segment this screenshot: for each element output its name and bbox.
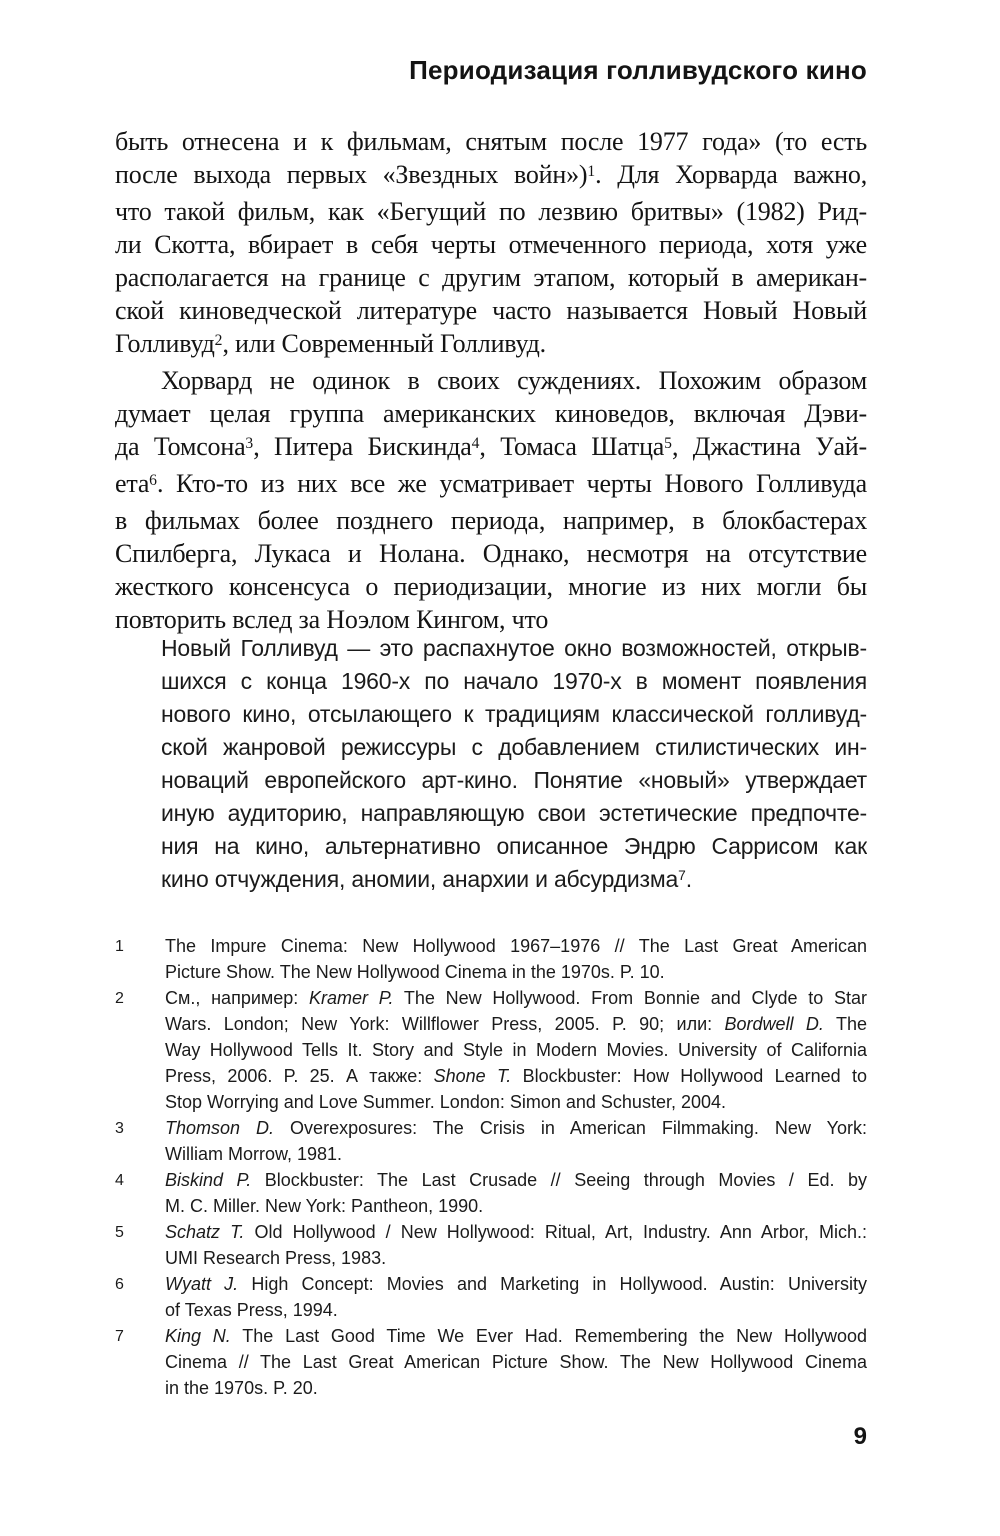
footnote-text	[165, 985, 867, 1115]
footnote-line: Wyatt J. High Concept: Movies and Marketing in Hollywood. Austin: University	[165, 1274, 867, 1294]
author-name: Schatz T.	[165, 1222, 245, 1242]
blockquote	[161, 632, 867, 899]
footnote-line: The Impure Cinema: New Hollywood 1967–1976 // The Last Great American	[165, 936, 867, 956]
footnote-line: Stop Worrying and Love Summer. London: Simon and Schuster, 2004.	[165, 1092, 727, 1112]
footnote-ref: 1	[587, 162, 596, 180]
footnote-line: M. C. Miller. New York: Pantheon, 1990.	[165, 1196, 484, 1216]
body-line: после выхода первых «Звездных войн»)$^1$. Для Хорварда важно,	[115, 160, 867, 189]
footnote-line: in the 1970s. P. 20.	[165, 1378, 318, 1398]
footnote-line: Biskind P. Blockbuster: The Last Crusade // Seeing through Movies / Ed. by	[165, 1170, 867, 1190]
footnote-number: 6	[115, 1276, 124, 1293]
page-number: 9	[853, 1423, 867, 1450]
author-name: Kramer P.	[309, 988, 394, 1008]
body-line: Спилберга, Лукаса и Нолана. Однако, несмотря на отсутствие	[115, 539, 867, 568]
footnote-number: 5	[115, 1224, 124, 1241]
footnote-line: King N. The Last Good Time We Ever Had. Remembering the New Hollywood	[165, 1326, 867, 1346]
author-name: Shone T.	[433, 1066, 512, 1086]
footnote-line: Press, 2006. P. 25. А также: Shone T. Blockbuster: How Hollywood Learned to	[165, 1066, 867, 1086]
author-name: Wyatt J.	[165, 1274, 239, 1294]
quote-line: ния на кино, альтернативно описанное Эндрю Саррисом как	[161, 833, 867, 859]
footnote-text	[165, 1115, 867, 1167]
footnote-ref: 5	[664, 434, 672, 452]
quote-line: шихся с конца 1960-х по начало 1970-х в момент появления	[161, 668, 867, 694]
footnote	[115, 985, 867, 1115]
footnote-ref: 6	[149, 471, 157, 489]
body-line: располагается на границе с другим этапом, который в американ-	[115, 263, 867, 292]
body-paragraph	[115, 125, 867, 364]
footnotes-section	[115, 933, 867, 1401]
author-name: Bordwell D.	[724, 1014, 824, 1034]
footnote-line: of Texas Press, 1994.	[165, 1300, 338, 1320]
body-paragraph	[115, 364, 867, 636]
footnote	[115, 1271, 867, 1323]
body-line: думает целая группа американских киноведов, включая Дэви-	[115, 399, 867, 428]
body-line: ской киноведческой литературе часто называется Новый Новый	[115, 296, 867, 325]
quote-line: Новый Голливуд — это распахнутое окно возможностей, открыв-	[161, 635, 867, 661]
body-text	[115, 125, 867, 636]
footnote-ref: 7	[678, 868, 686, 884]
footnote-ref: 3	[245, 434, 254, 452]
body-line: Голливуд$^2$, или Современный Голливуд.	[115, 329, 546, 358]
body-line: повторить вслед за Ноэлом Кингом, что	[115, 605, 549, 634]
footnote	[115, 1115, 867, 1167]
footnote-line: См., например: Kramer P. The New Hollywood. From Bonnie and Clyde to Star	[165, 988, 867, 1008]
footnote-line: Wars. London; New York: Willflower Press, 2005. P. 90; или: Bordwell D. The	[165, 1014, 867, 1034]
body-line: Хорвард не одинок в своих суждениях. Похожим образом	[161, 366, 867, 395]
footnote-line: William Morrow, 1981.	[165, 1144, 343, 1164]
body-line: быть отнесена и к фильмам, снятым после 1977 года» (то есть	[115, 127, 867, 156]
footnote-text	[165, 933, 867, 985]
footnote-number: 3	[115, 1120, 124, 1137]
author-name: Thomson D.	[165, 1118, 275, 1138]
footnote-line: Way Hollywood Tells It. Story and Style in Modern Movies. University of California	[165, 1040, 867, 1060]
body-line: в фильмах более позднего периода, например, в блокбастерах	[115, 506, 867, 535]
quote-line: иную аудиторию, направляющую свои эстетические предпочте-	[161, 800, 867, 826]
footnote-number: 4	[115, 1172, 124, 1189]
author-name: Biskind P.	[165, 1170, 252, 1190]
quote-line: новаций европейского арт-кино. Понятие «новый» утверждает	[161, 767, 867, 793]
footnote-number: 2	[115, 990, 124, 1007]
footnote	[115, 1219, 867, 1271]
footnote-line: Schatz T. Old Hollywood / New Hollywood: Ritual, Art, Industry. Ann Arbor, Mich.:	[165, 1222, 867, 1242]
footnote-text	[165, 1219, 867, 1271]
footnote-text	[165, 1167, 867, 1219]
footnote-ref: 2	[214, 331, 223, 349]
footnote-line: UMI Research Press, 1983.	[165, 1248, 387, 1268]
quote-line: ской жанровой режиссуры с добавлением стилистических ин-	[161, 734, 867, 760]
footnote-line: Cinema // The Last Great American Picture Show. The New Hollywood Cinema	[165, 1352, 867, 1372]
running-head: Периодизация голливудского кино	[409, 55, 867, 85]
footnote-text	[165, 1323, 867, 1401]
footnote-ref: 4	[471, 434, 480, 452]
body-line: что такой фильм, как «Бегущий по лезвию бритвы» (1982) Рид-	[115, 197, 867, 226]
footnote-line: Picture Show. The New Hollywood Cinema in the 1970s. P. 10.	[165, 962, 665, 982]
footnote-line: Thomson D. Overexposures: The Crisis in American Filmmaking. New York:	[165, 1118, 867, 1138]
quote-line: нового кино, отсылающего к традициям классической голливуд-	[161, 701, 867, 727]
body-line: жесткого консенсуса о периодизации, многие из них могли бы	[115, 572, 867, 601]
footnote-number: 7	[115, 1328, 124, 1345]
footnote-number: 1	[115, 938, 124, 955]
author-name: King N.	[165, 1326, 231, 1346]
footnote	[115, 1167, 867, 1219]
footnote-text	[165, 1271, 867, 1323]
body-line: ли Скотта, вбирает в себя черты отмеченного периода, хотя уже	[115, 230, 867, 259]
footnote	[115, 1323, 867, 1401]
body-line: ета$^6$. Кто-то из них все же усматривает черты Нового Голливуда	[115, 469, 867, 498]
quote-line: кино отчуждения, аномии, анархии и абсурдизма$^7$.	[161, 866, 692, 892]
body-line: да Томсона$^3$, Питера Бискинда$^4$, Томаса Шатца$^5$, Джастина Уай-	[115, 432, 867, 461]
footnote	[115, 933, 867, 985]
